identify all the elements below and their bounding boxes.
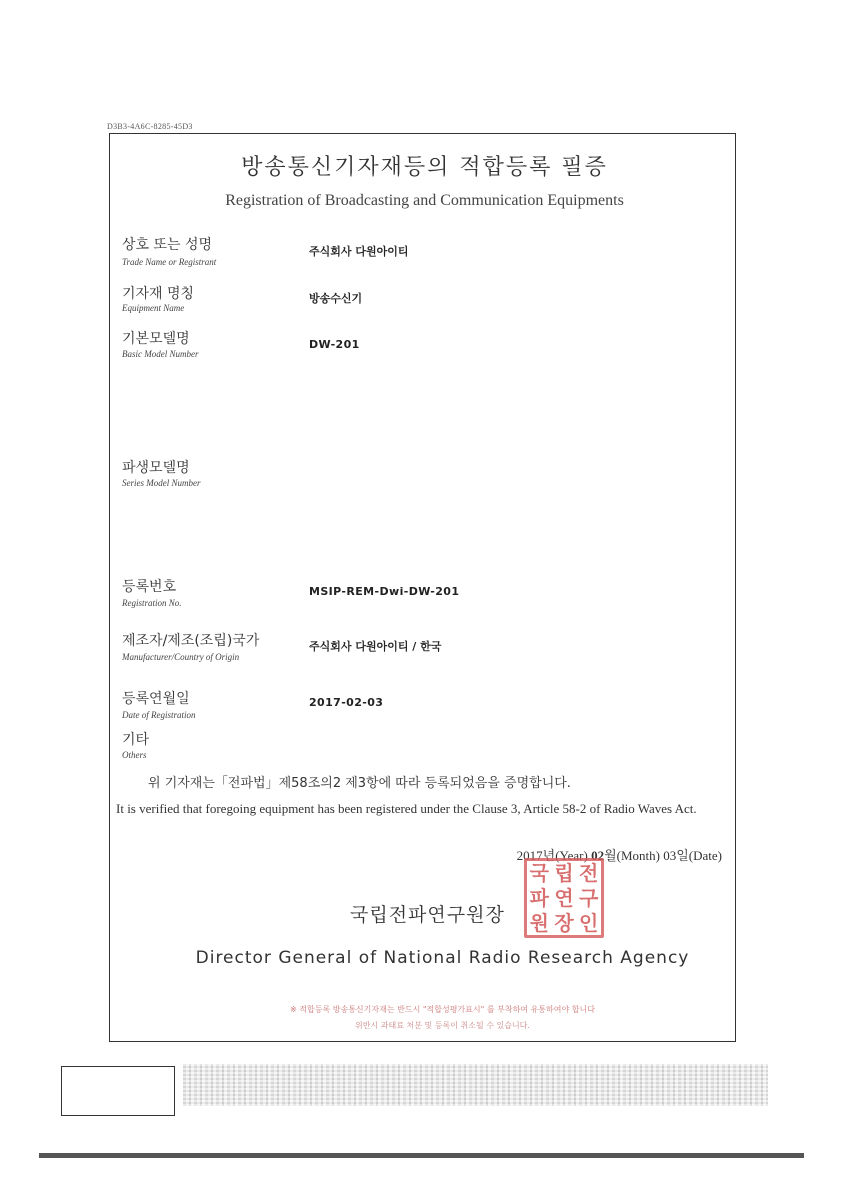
official-seal-icon: 국 립 전 파 연 구 원 장 인	[524, 858, 604, 938]
trade-name-label-ko: 상호 또는 성명	[122, 237, 213, 253]
title-korean: 방송통신기자재등의 적합등록 필증	[241, 155, 608, 180]
issue-year: 2017	[516, 848, 543, 863]
basic-model-label-ko: 기본모델명	[122, 331, 190, 347]
issue-year-label: 년(Year)	[542, 848, 588, 863]
manufacturer-value: 주식회사 다원아이티 / 한국	[309, 640, 442, 653]
issue-day: 03	[663, 848, 677, 863]
issue-month: 02	[591, 848, 605, 863]
manufacturer-label-en: Manufacturer/Country of Origin	[122, 652, 240, 662]
registration-date-label-ko: 등록연월일	[122, 691, 190, 707]
registration-date-label-en: Date of Registration	[122, 710, 196, 720]
registration-no-label-en: Registration No.	[122, 598, 182, 608]
notice-line-2: 위반시 과태료 처분 및 등록이 취소될 수 있습니다.	[355, 1021, 530, 1030]
series-model-label-en: Series Model Number	[122, 478, 201, 488]
manufacturer-label-ko: 제조자/제조(조립)국가	[122, 633, 260, 649]
equipment-name-label-ko: 기자재 명칭	[122, 286, 195, 302]
notice-line-1: ※ 적합등록 방송통신기자재는 반드시 "적합성평가표시" 를 부착하여 유통하여야 합니다	[290, 1005, 595, 1014]
others-label-ko: 기타	[122, 732, 150, 748]
registration-no-label-ko: 등록번호	[122, 579, 177, 595]
others-label-en: Others	[122, 750, 147, 760]
redacted-band	[183, 1064, 768, 1106]
trade-name-label-en: Trade Name or Registrant	[122, 257, 217, 267]
basic-model-label-en: Basic Model Number	[122, 349, 199, 359]
certification-statement-en: It is verified that foregoing equipment has been registered under the Clause 3, Article 58-2 of Radio Waves Act.	[116, 801, 697, 816]
trade-name-value: 주식회사 다원아이티	[309, 245, 409, 258]
issue-day-label: 일(Date)	[676, 848, 722, 863]
title-english: Registration of Broadcasting and Communication Equipments	[225, 192, 624, 209]
equipment-name-value: 방송수신기	[309, 292, 363, 305]
bottom-divider	[39, 1153, 804, 1158]
blank-box	[61, 1066, 175, 1116]
certification-statement-ko: 위 기자재는「전파법」제58조의2 제3항에 따라 등록되었음을 증명합니다.	[148, 776, 571, 791]
registration-date-value: 2017-02-03	[309, 696, 384, 709]
document-id: D3B3-4A6C-8285-45D3	[107, 122, 193, 131]
registration-no-value: MSIP-REM-Dwi-DW-201	[309, 585, 460, 598]
issuer-korean: 국립전파연구원장	[350, 904, 505, 926]
issue-month-label: 월(Month)	[604, 848, 660, 863]
basic-model-value: DW-201	[309, 338, 360, 351]
issuer-english: Director General of National Radio Research Agency	[195, 948, 690, 968]
equipment-name-label-en: Equipment Name	[122, 303, 185, 313]
series-model-label-ko: 파생모델명	[122, 460, 190, 476]
